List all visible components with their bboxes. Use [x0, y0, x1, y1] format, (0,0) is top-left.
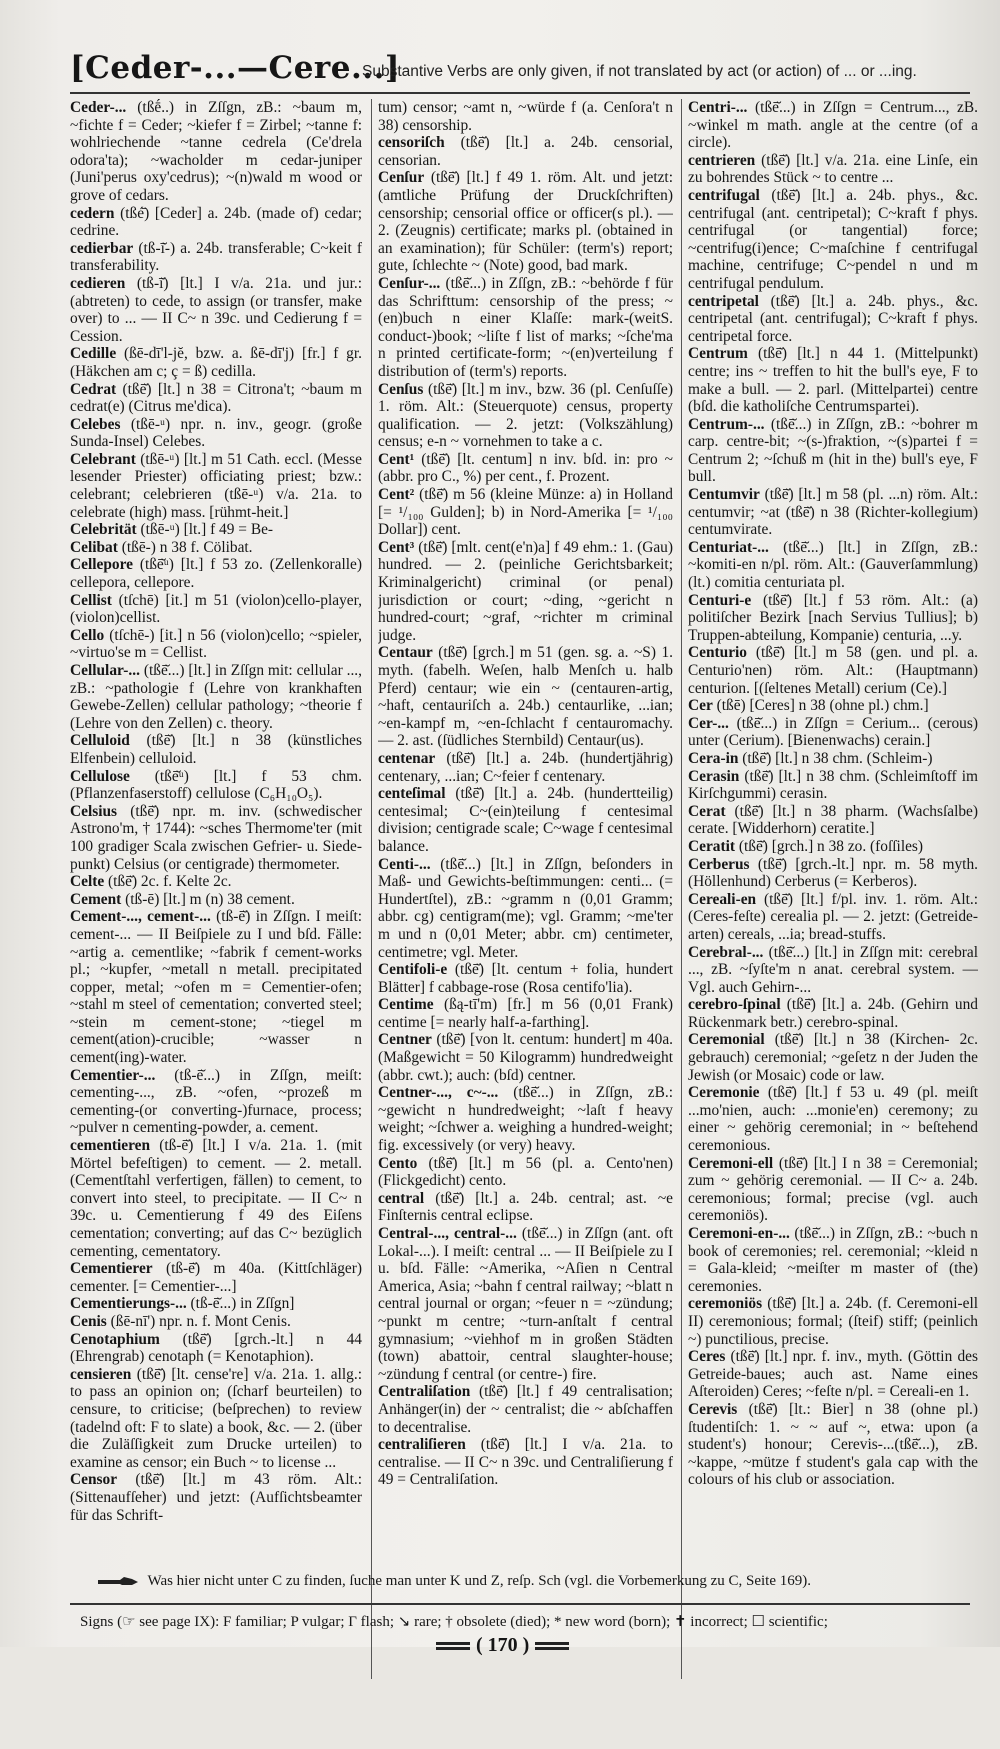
entry-headword: Cenis [70, 1312, 107, 1330]
entry-headword: Ceremoni-ell [688, 1154, 774, 1172]
dictionary-entry [378, 644, 673, 750]
dictionary-entry [378, 134, 673, 169]
footer-note [98, 1573, 978, 1590]
entry-text: (tßē̆) [lt.: Bier] n 38 (ohne pl.) ſtudentiſch: 1. ~ ~ auf ~, etwa: upon (a student's) honour; Cerevis-...(tßē̆...), zB. ~kappe, ~mütze f student's gala cap with the colours of his club or association. [688, 1400, 978, 1489]
entry-text: (tß-ē) [lt.] m (n) 38 cement. [121, 890, 295, 908]
entry-text: (tßē̆) [lt. centum] n inv. bſd. in: pro ~ (abbr. pro C., %) per cent., f. Prozent. [378, 450, 673, 486]
entry-headword: Censor [70, 1471, 118, 1489]
dictionary-entry [378, 785, 673, 855]
dictionary-entry [70, 1471, 362, 1524]
entry-headword: Centrum-... [688, 415, 765, 433]
entry-text: (tß-ē̆...) in Zſſgn] [186, 1295, 295, 1313]
entry-text: (tßē̆...) in Zſſgn, zB.: ~behörde f für das Schrifttum: censorship of the press; ~(en)buch n einer Klaſſe: mark-(weitS. conduct-)book; ~liſte f list of marks; ~ſche'ma n printed certificate-form; ~(en)verteilung f distribution of (term's) reports. [378, 274, 673, 380]
entry-headword: Centuri-e [688, 591, 752, 609]
entry-headword: Cerat [688, 802, 726, 820]
dictionary-entry [378, 1031, 673, 1084]
dictionary-entry [378, 961, 673, 996]
dictionary-entry [688, 768, 978, 803]
entry-headword: Centifoli-e [378, 961, 448, 979]
dictionary-entry [378, 169, 673, 275]
entry-headword: Cerberus [688, 855, 750, 873]
entry-text: (tßē̆) [lt.] a. 24b. (f. Ceremoni-ell II) ceremonious; formal; (ſteif) stiff; (peinlich ~) punctilious, precise. [688, 1295, 978, 1348]
dictionary-entry [70, 1331, 362, 1366]
entry-text: (tßē̆) npr. m. inv. (schwedischer Astrono'm, † 1744): ~sches Thermome'ter (mit 100 gradiger Scala zwischen Gefrier- u. Siede-punkt) Celsius (or centigrade) thermometer. [70, 802, 362, 873]
entry-headword: central [378, 1189, 425, 1207]
entry-headword: Celsius [70, 802, 118, 820]
dictionary-entry [70, 345, 362, 380]
ornament-bars-icon [535, 1642, 569, 1650]
entry-headword: Cerebral-... [688, 943, 764, 961]
dictionary-entry [688, 715, 978, 750]
entry-headword: Cementierungs-... [70, 1295, 187, 1313]
dictionary-entry [688, 644, 978, 697]
entry-text: (tßē̆) [lt.] f 53 röm. Alt.: (a) politiſcher Bezirk [nach Servius Tullius]; b) Truppen-abteilung, Kompanie) centuria, ...y. [688, 591, 978, 644]
entry-text: (tßē̆...) in Zſſgn (ant. oft Lokal-...). I meiſt: central ... — II Beiſpiele zu I u. bſd. Fälle: ~Amerika, ~Aſien n Central America, Asia; ~bahn f central railway; ~blatt n central journal or organ; ~feuer n = ~zündung; ~punkt m centre; ~turn-anſtalt f central gymnasium; ~viehhof m in großen Städten (town) abattoir, central slaughter-house; ~zündung f central (or centre-) fire. [378, 1225, 673, 1383]
dictionary-entry [70, 662, 362, 732]
dictionary-entry [688, 99, 978, 152]
entry-text: (tßē̆...) [lt.] in Zſſgn, zB.: ~komiti-en n/pl. röm. Alt.: (Gauverſammlung) (lt.) comitia centuriata pl. [688, 538, 978, 592]
entry-headword: censoriſch [378, 134, 445, 152]
dictionary-entry [378, 1155, 673, 1190]
dictionary-entry [688, 750, 978, 768]
entry-headword: Cello [70, 626, 105, 644]
entry-headword: Cera-in [688, 749, 739, 767]
entry-headword: Cedille [70, 345, 117, 363]
dictionary-entry [688, 803, 978, 838]
dictionary-entry [70, 1295, 362, 1313]
entry-text: (tßē̆) [lt.] a. 24b. (hundertteilig) centesimal; C~(ein)teilung f centesimal division; centigrade scale; C~wage f centesimal balance. [378, 785, 673, 855]
dictionary-entry [378, 1084, 673, 1154]
entry-text: (tßé̄) [Ceder] a. 24b. (made of) cedar; cedrine. [70, 204, 362, 240]
entry-headword: Ceremoni-en-... [688, 1225, 790, 1242]
entry-text: (tß-ī̆-) a. 24b. transferable; C~keit f transferability. [70, 239, 362, 275]
entry-headword: Cementier-... [70, 1066, 156, 1084]
dictionary-entry [70, 1067, 362, 1137]
entry-text: (tßē̆) 2c. f. Kelte 2c. [104, 873, 232, 891]
entry-headword: Celluloid [70, 732, 130, 750]
entry-headword: Cereali-en [688, 890, 757, 908]
entry-headword: Centime [378, 996, 434, 1014]
entry-headword: cedieren [70, 274, 126, 292]
dictionary-entry [688, 1401, 978, 1489]
entry-text: (tſchē) [it.] m 51 (violon)cello-player, (violon)cellist. [70, 591, 362, 627]
entry-headword: Centri-... [688, 99, 748, 116]
entry-text: (tßē̆) [lt.] I v/a. 21a. to centralise. — II C~ n 39c. und Centraliſierung f 49 = Centraliſation. [378, 1436, 673, 1489]
entry-text: (tßē̆...) [lt.] in Zſſgn mit: cellular ..., zB.: ~pathologie f (Lehre von krankhaften Gewebe-Zellen) cellular pathology; ~theorie f (Lehre von den Zellen) c. theory. [70, 662, 362, 732]
entry-text: (tßē̆) m 56 (kleine Münze: a) in Holland [= ¹/₁₀₀ Gulden]; b) in Nord-Amerika [= ¹/₁₀₀ Dollar]) cent. [378, 486, 673, 539]
pointing-hand-icon [98, 1576, 138, 1588]
entry-text: (tß-ē̆) m 40a. (Kittſchläger) cementer. [= Cementier-...] [70, 1260, 362, 1295]
dictionary-entry [688, 293, 978, 346]
entry-text: (tßē̆) [von lt. centum: hundert] m 40a. (Maßgewicht = 50 Kilogramm) hundredweight (abbr. cwt.); auch: (bſd) centner. [378, 1031, 673, 1084]
entry-text: (tßē̆...) in Zſſgn, zB.: ~buch n book of ceremonies; rel. ceremonial; ~kleid n = Gala-kleid; ~meiſter m master of (the) ceremonies. [688, 1225, 978, 1295]
dictionary-entry [688, 996, 978, 1031]
dictionary-entry [70, 205, 362, 240]
entry-text: (tſchē-) [it.] n 56 (violon)cello; ~spieler, ~virtuo'se m = Cellist. [70, 626, 362, 662]
entry-headword: Cerasin [688, 767, 740, 785]
dictionary-entry [70, 539, 362, 557]
dictionary-entry [378, 451, 673, 486]
entry-headword: Cedrat [70, 380, 117, 398]
column-left [70, 99, 362, 1749]
entry-headword: Cementierer [70, 1260, 153, 1278]
entry-text: (tßē̆) [grch.-lt.] npr. m. 58 myth. (Höllenhund) Cerberus (= Kerberos). [688, 855, 978, 891]
entry-headword: Cellist [70, 591, 112, 609]
dictionary-entry [70, 627, 362, 662]
entry-headword: Centumvir [688, 486, 760, 504]
dictionary-entry [378, 1225, 673, 1383]
header-subtitle: Substantive Verbs are only given, if not translated by act (or action) of ... or ...ing. [362, 63, 917, 80]
entry-headword: Cenotaphium [70, 1330, 160, 1348]
dictionary-entry [70, 891, 362, 909]
entry-text: (ßē-dī'l-jĕ, bzw. a. ßē-dī'j) [fr.] f gr. (Häkchen am c; ç = ß) cedilla. [70, 345, 362, 380]
entry-text: (tßē̆...) in Zſſgn = Cerium... (cerous) unter (Cerium). [Bienenwachs) cerain.] [688, 714, 978, 750]
entry-headword: Centner-..., c~-... [378, 1084, 499, 1102]
dictionary-entry [70, 803, 362, 873]
entry-text: (tßē̆) [lt.] a. 24b. phys., &c. centripetal (ant. centrifugal); C~kraft f phys. centripetal force. [688, 292, 978, 345]
dictionary-entry [70, 556, 362, 591]
entry-headword: Cellepore [70, 556, 133, 574]
dictionary-entry [688, 486, 978, 539]
entry-headword: Celte [70, 873, 105, 891]
page-number [430, 1634, 575, 1657]
entry-headword: censieren [70, 1365, 132, 1383]
entry-headword: Centurio [688, 644, 747, 662]
entry-headword: centripetal [688, 292, 759, 310]
column-divider [681, 99, 682, 1679]
entry-text: (tß-ī̆) [lt.] I v/a. 21a. und jur.: (abtreten) to cede, to assign (or transfer, make over) to ... — II C~ n 39c. und Cedierung f = Cession. [70, 274, 362, 345]
entry-text: (tß-ē̆...) in Zſſgn, meiſt: cementing-..., zB. ~ofen, ~prozeß m cementing-(or converting-)furnace, process; ~pulver n cementing-powder, a. cement. [70, 1066, 362, 1137]
entry-text: (tßē̆) [grch.] n 38 zo. (foſſiles) [735, 837, 924, 855]
entry-text: (tßē̆) [lt.] m 56 (pl. a. Cento'nen) (Flickgedicht) cento. [378, 1154, 673, 1190]
dictionary-entry [378, 99, 673, 134]
entry-text: (tßē̆) [lt.] m 58 (pl. ...n) röm. Alt.: centumvir; ~at (tßē̆) n 38 (Richter-kollegium) centumvirate. [688, 486, 978, 539]
entry-text: (tßē̆) [lt.] n 38 (Kirchen- 2c. gebrauch) ceremonial; ~geſetz n der Juden the Jewish (or Mosaic) code or law. [688, 1031, 978, 1084]
entry-headword: centeſimal [378, 785, 446, 803]
dictionary-entry [70, 416, 362, 451]
entry-text: (tßē̆) [lt.] m 58 (gen. und pl. a. Centurio'nen) röm. Alt.: (Hauptmann) centurion. [(ſeltenes Metall) cerium (Ce).] [688, 644, 978, 697]
dictionary-entry [378, 381, 673, 451]
dictionary-entry [688, 152, 978, 187]
entry-headword: Celebes [70, 415, 121, 433]
dictionary-entry [70, 592, 362, 627]
entry-text: (tßē̆) [lt.] n 38 chm. (Schleimſtoff im Kirſchgummi) cerasin. [688, 767, 978, 803]
entry-headword: cerebro-ſpinal [688, 996, 781, 1014]
entry-headword: cedierbar [70, 239, 134, 257]
entry-text: (tßē-) n 38 f. Cölibat. [117, 538, 253, 556]
entry-text: tum) censor; ~amt n, ~würde f (a. Cenſora't n 38) censorship. [378, 99, 673, 134]
dictionary-entry [688, 1295, 978, 1348]
dictionary-entry [688, 1348, 978, 1401]
entry-headword: Cerevis [688, 1400, 738, 1418]
dictionary-entry [70, 451, 362, 521]
column-divider [371, 99, 372, 1679]
dictionary-entry [378, 275, 673, 381]
dictionary-entry [688, 416, 978, 486]
entry-text: (tßē̆...) in Zſſgn = Centrum..., zB. ~winkel m math. angle at the centre (of a circle). [688, 99, 978, 152]
footer-note-text: Was hier nicht unter C zu finden, ſuche man unter K und Z, reſp. Sch (vgl. die Vorbemerkung zu C, Seite 169). [147, 1573, 811, 1589]
entry-headword: Cellulose [70, 767, 130, 785]
dictionary-entry [378, 539, 673, 645]
header-title: [Ceder-...—Cere...] [70, 50, 401, 86]
entry-text: (tßē̆) [lt.] a. 24b. (hundertjährig) centenary, ...ian; C~feier f centenary. [378, 749, 673, 785]
entry-text: (tßē̆) [lt.] n 38 pharm. (Wachsſalbe) cerate. [Widderhorn) ceratite.] [688, 802, 978, 838]
entry-text: (tßē̆) [lt. centum + folia, hundert Blätter] f cabbage-rose (Rosa centifo'lia). [378, 961, 673, 996]
dictionary-entry [70, 240, 362, 275]
entry-text: (tß-ē̆) [lt.] I v/a. 21a. 1. (mit Mörtel befeſtigen) to cement. — 2. metall. (Cementſtahl verfertigen, fällen) to cement, to convert into steel, to precipitate. — II C~ n 39c. u. Cementierung f 49 des Eiſens cementation; converting; auf das C~ bezüglich cementing, cementatory. [70, 1137, 362, 1260]
entry-text: (tßē̆) [lt.] m inv., bzw. 36 (pl. Cenſuſſe) 1. röm. Alt.: (Steuerquote) census, property qualification. — 2. jetzt: (Volkszählung) census; e-n ~ vornehmen to take a c. [378, 380, 673, 451]
dictionary-entry [688, 1031, 978, 1084]
entry-text: (tß-ē̆) in Zſſgn. I meiſt: cement-... — II Beiſpiele zu I und bſd. Fälle: ~artig a. cementlike; ~fabrik f cement-works pl.; ~kupfer, ~metall n metall. precipitated copper, metal; ~ofen m = Cementier-ofen; ~stahl m steel of cementation; converted steel; ~stein m cement-stone; ~tiegel m cement(ation)-crucible; ~wasser n cement(ing)-water. [70, 908, 362, 1067]
dictionary-entry [378, 486, 673, 539]
entry-headword: cementieren [70, 1137, 151, 1155]
entry-headword: Celebrität [70, 521, 137, 539]
entry-headword: Celibat [70, 538, 118, 556]
dictionary-entry [378, 856, 673, 962]
entry-text: (tßē̆) [lt.] a. 24b. phys., &c. centrifugal (ant. centripetal); C~kraft f phys. centrifugal (or tangential) force; ~centrifug(i)ence; C~maſchine f centrifugal machine, centrifuge; C~pendel n und m centrifugal pendulum. [688, 186, 978, 292]
entry-text: (tßē-ᵘ) [lt.] f 49 = Be- [136, 521, 274, 539]
entry-text: (tßē̆) [lt.] a. 24b. (Gehirn und Rückenmark betr.) cerebro-spinal. [688, 996, 978, 1031]
dictionary-entry [688, 697, 978, 715]
entry-text: (tßē̆...) [lt.] in Zſſgn, beſonders in Maß- und Gewichts-beſtimmungen: centi... (= Hundertſtel), zB.: ~gramm n (0,01 Gramm; abbr. cg) centigram(me); vgl. Gramm; ~me'ter m und n (0,01 Meter; abbr. cm) centimeter, centimetre; vgl. Meter. [378, 855, 673, 961]
entry-text: (tßē̆ᵘ) [lt.] f 53 chm. (Pflanzenfaserstoff) cellulose (C₆H₁₀O₅). [70, 767, 362, 803]
entry-headword: Ceres [688, 1348, 726, 1366]
column-middle [378, 99, 673, 1749]
dictionary-entry [688, 187, 978, 293]
dictionary-entry [70, 1313, 362, 1331]
entry-text: (tßē̆) [lt.] n 38 chm. (Schleim-) [738, 749, 933, 767]
entry-text: (tßē̆) [lt.] a. 24b. central; ast. ~e Finſternis central eclipse. [378, 1189, 673, 1225]
dictionary-entry [378, 1436, 673, 1489]
dictionary-entry [70, 873, 362, 891]
entry-text: (tßē̆) [lt.] n 38 (künstliches Elfenbein) celluloid. [70, 732, 362, 767]
dictionary-entry [70, 908, 362, 1066]
entry-headword: Cenſur [378, 169, 425, 187]
entry-headword: Cenſur-... [378, 274, 441, 292]
entry-headword: Central-..., central-... [378, 1225, 517, 1242]
entry-headword: Centuriat-... [688, 538, 769, 556]
entry-text: (tßē̆) [lt.] n 38 = Citrona't; ~baum m cedrat(e) (Citrus me'dica). [70, 380, 362, 416]
dictionary-entry [378, 1383, 673, 1436]
dictionary-entry [688, 1155, 978, 1225]
entry-text: (tßē̆) [lt.] f 49 1. röm. Alt. und jetzt: (amtliche Prüfung der Druckſchriften) censorship; censorial office or officer(s pl.). — 2. (Zeugnis) certificate; marks pl. (obtained in an examination); für Schüler: (term's) report; gute, ſchlechte ~ (Note) good, bad mark. [378, 169, 673, 275]
entry-headword: Cement [70, 890, 122, 908]
dictionary-entry [688, 1225, 978, 1295]
dictionary-entry [70, 99, 362, 205]
entry-text: (tßē̆...) [lt.] in Zſſgn mit: cerebral ..., zB. ~ſyſte'm n anat. cerebral system. — Vgl. auch Gehirn-... [688, 943, 978, 996]
dictionary-entry [378, 1190, 673, 1225]
entry-text: (tßē̆) [grch.-lt.] n 44 (Ehrengrab) cenotaph (= Kenotaphion). [70, 1330, 362, 1366]
dictionary-entry [688, 944, 978, 997]
entry-text: (tßē-ᵘ) npr. n. inv., geogr. (große Sunda-Insel) Celebes. [70, 415, 362, 451]
entry-headword: Ceremonie [688, 1084, 760, 1102]
entry-text: (ßē-nī') npr. n. f. Mont Cenis. [106, 1312, 291, 1330]
entry-headword: Ceder-... [70, 99, 127, 116]
entry-text: (tßē̆) [lt.] f/pl. inv. 1. röm. Alt.: (Ceres-feſte) cerealia pl. — 2. jetzt: (Getreide-arten) cereals, ...ia; bread-stuffs. [688, 890, 978, 943]
entry-headword: Ceratit [688, 837, 735, 855]
entry-headword: centrifugal [688, 186, 760, 204]
dictionary-entry [378, 750, 673, 785]
dictionary-entry [70, 521, 362, 539]
page-number-text: ( 170 ) [476, 1634, 530, 1656]
entry-text: (tßē) [Ceres] n 38 (ohne pl.) chm.] [712, 697, 929, 715]
dictionary-entry [70, 381, 362, 416]
entry-headword: Cer [688, 697, 713, 715]
page-header [70, 50, 970, 90]
entry-headword: Cellular-... [70, 662, 140, 679]
entry-headword: centenar [378, 749, 436, 767]
entry-headword: Cement-..., cement-... [70, 908, 211, 926]
dictionary-entry [70, 1137, 362, 1260]
entry-text: (tßē̆) [lt.] v/a. 21a. eine Linſe, ein zu bohrendes Stück ~ to centre ... [688, 151, 978, 187]
entry-headword: Cer-... [688, 714, 729, 732]
dictionary-entry [70, 768, 362, 803]
entry-text: (tßē̆...) in Zſſgn, zB.: ~gewicht n hundredweight; ~laſt f heavy weight; ~ſchwer a. weighing a hundred-weight; fig. excessively (or very) heavy. [378, 1084, 673, 1155]
entry-text: (tßē̆) [lt.] m 43 röm. Alt.: (Sittenaufſeher) und jetzt: (Aufſichtsbeamter für das Schrift- [70, 1471, 362, 1524]
dictionary-entry [688, 1084, 978, 1154]
entry-text: (tßē̆) [lt.] I n 38 = Ceremonial; zum ~ gehörig ceremonial. — II C~ a. 24b. ceremonious; formal; precise (vgl. auch ceremoniös). [688, 1154, 978, 1225]
entry-text: (tßē̆ᵘ) [lt.] f 53 zo. (Zellenkoralle) cellepora, cellepore. [70, 556, 362, 592]
entry-headword: Centrum [688, 345, 748, 363]
entry-text: (tßē̆) [lt.] n 44 1. (Mittelpunkt) centre; ins ~ treffen to hit the bull's eye, F to make a bull. — 2. parl. (Mittelpartei) centre (bſd. die katholiſche Centrumspartei). [688, 345, 978, 416]
entry-text: (tßē̆) [lt.] npr. f. inv., myth. (Göttin des Getreide-baues; auch ast. Name eines Aſteroiden) Ceres; ~feſte n/pl. = Cereali-en 1. [688, 1348, 978, 1401]
entry-headword: Centaur [378, 644, 433, 662]
entry-headword: Cenſus [378, 380, 424, 398]
dictionary-entry [688, 856, 978, 891]
entry-headword: Cent³ [378, 538, 415, 556]
dictionary-entry [688, 838, 978, 856]
dictionary-entry [688, 539, 978, 592]
entry-text: (tßḗ..) in Zſſgn, zB.: ~baum m, ~fichte f = Ceder; ~kiefer f = Zirbel; ~tanne f: wohlriechende ~tanne cedrela (Ce'drela odora'ta); ~wacholder m cedar-juniper (Juni'perus oxy'cedrus); ~(n)wald m wood or grove of cedars. [70, 99, 362, 204]
entry-headword: centrieren [688, 151, 756, 169]
entry-headword: cedern [70, 204, 115, 222]
entry-headword: Cent² [378, 486, 415, 504]
entry-text: (tßē̆) [lt.] f 49 centralisation; Anhänger(in) der ~ centralist; die ~ abſchaffen to decentralise. [378, 1383, 673, 1436]
entry-headword: Centraliſation [378, 1383, 471, 1401]
entry-text: (tßē̆...) in Zſſgn, zB.: ~bohrer m carp. centre-bit; ~(s-)fraktion, ~(s)partei f = Centrum 2; ~ſchuß m (hit in the) bull's eye, F bull. [688, 415, 978, 486]
entry-text: (tßē-ᵘ) [lt.] m 51 Cath. eccl. (Messe lesender Priester) officiating priest; bzw.: celebrant; celebrieren (tßē-ᵘ) v/a. 21a. to celebrate (high) mass. [rühmt-heit.] [70, 450, 362, 521]
entry-text: (tßē̆) [lt.] a. 24b. censorial, censorian. [378, 134, 673, 169]
entry-text: (tßē̆) [mlt. cent(e'n)a] f 49 ehm.: 1. (Gau) hundred. — 2. (peinliche Gerichtsbarkeit; Kriminalgericht) criminal (or penal) jurisdiction or court; ~ding, ~gericht n hundred-court; ~graf, ~richter m criminal judge. [378, 538, 673, 644]
column-right [688, 99, 978, 1749]
entry-headword: Centner [378, 1031, 432, 1049]
dictionary-entry [70, 1260, 362, 1295]
ornament-bars-icon [436, 1642, 470, 1650]
dictionary-entry [688, 592, 978, 645]
entry-headword: centraliſieren [378, 1436, 466, 1454]
dictionary-entry [70, 1366, 362, 1472]
entry-text: (tßē̆) [lt.] f 53 u. 49 (pl. meiſt ...mo'nien, auch: ...monie'en) ceremony; zu einer ~ gehörig ceremonial; in ~ beſtehend ceremonious. [688, 1084, 978, 1155]
entry-headword: Cento [378, 1154, 418, 1172]
entry-headword: ceremoniös [688, 1295, 763, 1313]
entry-headword: Celebrant [70, 450, 136, 468]
entry-headword: Centi-... [378, 855, 431, 873]
entry-headword: Cent¹ [378, 450, 415, 468]
dictionary-entry [688, 345, 978, 415]
entry-text: (ßą-tī'm) [fr.] m 56 (0,01 Frank) centime [= nearly half-a-farthing]. [378, 996, 673, 1031]
footer-rule [70, 1603, 970, 1605]
signs-legend: Signs (☞ see page IX): F familiar; P vulgar; Г flash; ↘ rare; † obsolete (died); * new word (born); ✝ incorrect; ☐ scientific; [80, 1614, 828, 1630]
header-rule [70, 92, 970, 94]
entry-text: (tßē̆) [grch.] m 51 (gen. sg. a. ~S) 1. myth. (fabelh. Weſen, halb Menſch u. halb Pferd) centaur; wie ein ~ (centauren-artig, ~haft, centauriſch a. 24b.) centaurlike, ...ian; ~en-kampf m, ~en-ſchlacht f centauromachy. — 2. ast. (ſüdliches Sternbild) Centaur(us). [378, 644, 673, 750]
entry-headword: Ceremonial [688, 1031, 765, 1049]
dictionary-entry [378, 996, 673, 1031]
dictionary-entry [70, 275, 362, 345]
entry-text: (tßē̆) [lt. cense're] v/a. 21a. 1. allg.: to pass an opinion on; (ſcharf beurteilen) to censure, to criticise; (beſprechen) to review (tadelnd oft: F to slate) a book, &c. — 2. (über die Zuläſſigkeit zum Drucke urteilen) to examine as censor; ein Buch ~ to license ... [70, 1365, 362, 1471]
dictionary-entry [688, 891, 978, 944]
dictionary-entry [70, 732, 362, 767]
